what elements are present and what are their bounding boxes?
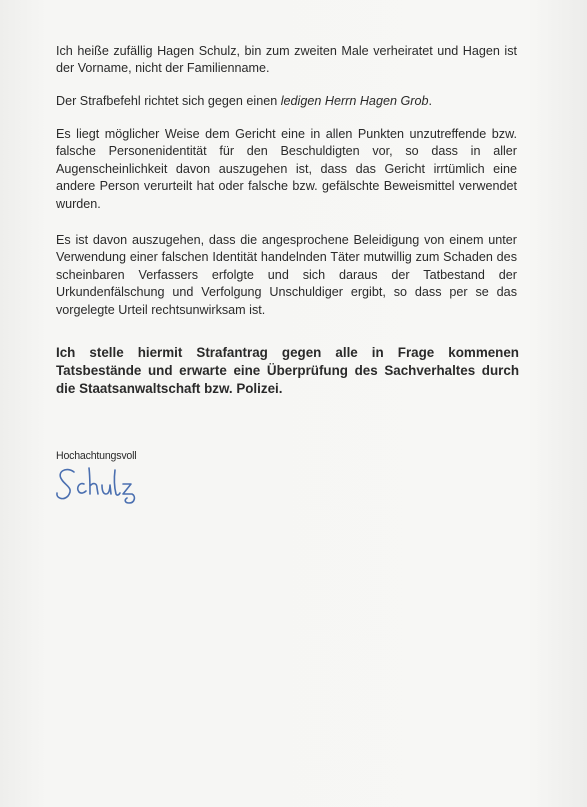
paragraph-penalty-order-end: . bbox=[428, 94, 432, 108]
paragraph-name-clarification: Ich heiße zufällig Hagen Schulz, bin zum zweiten Male verheiratet und Hagen ist der Vorname, nicht der Familienname. bbox=[56, 44, 517, 76]
signature-scribble bbox=[52, 458, 172, 506]
paragraph-penalty-order-text: Der Strafbefehl richtet sich gegen einen bbox=[56, 94, 281, 108]
paragraph-criminal-complaint: Ich stelle hiermit Strafantrag gegen alle in Frage kommenen Tatsbestände und erwarte eine Überprüfung des Sachverhaltes durch die Staatsanwaltschaft bzw. Polizei. bbox=[56, 345, 519, 396]
handwritten-signature bbox=[52, 458, 172, 506]
named-person-emphasis: ledigen Herrn Hagen Grob bbox=[280, 94, 429, 108]
paragraph-penalty-order bbox=[56, 93, 517, 110]
closing-salutation: Hochachtungsvoll bbox=[56, 450, 137, 462]
paragraph-forgery-claim: Es ist davon auszugehen, dass die angesprochene Beleidigung von einem unter Verwendung einer falschen Identität handelnden Täter mutwillig zum Schaden des scheinbaren Verfassers erfolgte und sich daraus der Tatbestand der Urkundenfälschung und Verfolgung Unschuldiger ergibt, so dass per se das vorgelegte Urteil rechtsunwirksam ist. bbox=[56, 233, 517, 317]
paragraph-false-identity: Es liegt möglicher Weise dem Gericht eine in allen Punkten unzutreffende bzw. falsche Personenidentität für den Beschuldigten vor, so dass in aller Augenscheinlichkeit davon auszugehen ist, dass das Gericht irrtümlich eine andere Person verurteilt hat oder falsche bzw. gefälschte Beweismittel verwendet wurden. bbox=[56, 127, 517, 211]
